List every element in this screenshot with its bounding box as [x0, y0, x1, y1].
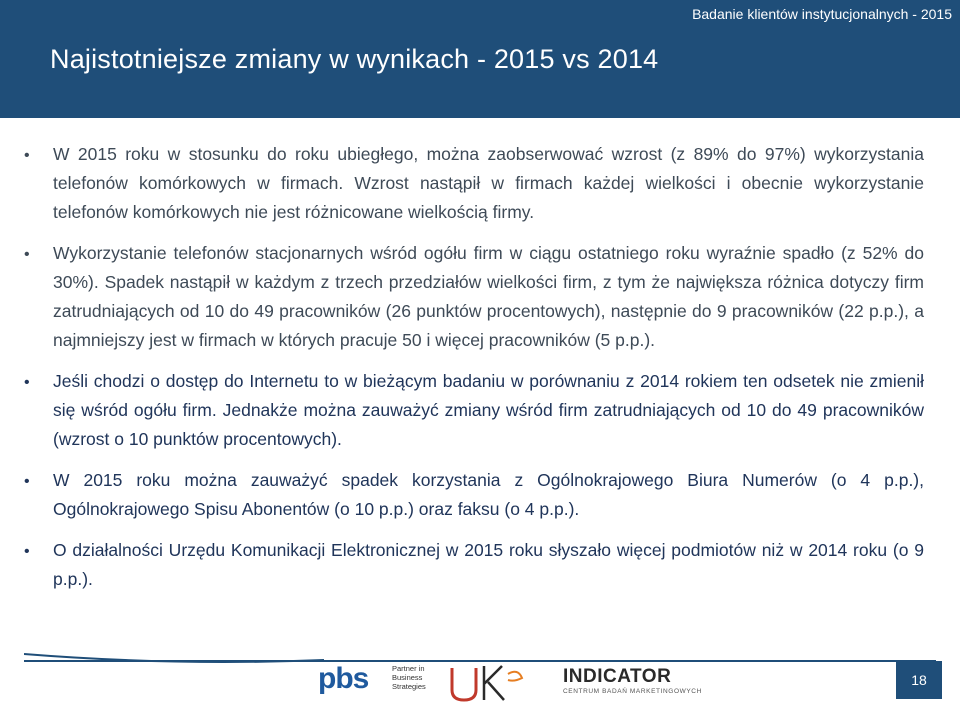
bullet-text: O działalności Urzędu Komunikacji Elektronicznej w 2015 roku słyszało więcej podmiotów niż w 2014 roku (o 9 p.p.). [53, 540, 924, 589]
indicator-logo-text: INDICATOR [563, 666, 672, 687]
bullet-text: W 2015 roku można zauważyć spadek korzystania z Ogólnokrajowego Biura Numerów (o 4 p.p.), Ogólnokrajowego Spisu Abonentów (o 10 p.p.) oraz faksu (o 4 p.p.). [53, 470, 924, 519]
bullet-item-1 [24, 140, 924, 227]
bullet-list [24, 140, 924, 606]
bullet-item-2 [24, 239, 924, 355]
slide-title: Najistotniejsze zmiany w wynikach - 2015 vs 2014 [50, 44, 659, 74]
bullet-marker: • [24, 147, 30, 164]
uke-logo-graphic [446, 660, 526, 706]
bullet-text: Wykorzystanie telefonów stacjonarnych wśród ogółu firm w ciągu ostatniego roku wyraźnie spadło (z 52% do 30%). Spadek nastąpił w każdym z trzech przedziałów wielkości firm, z tym że największa różnica dotyczy firm zatrudniających od 10 do 49 pracowników (26 punktów procentowych), następnie do 9 pracowników (22 p.p.), a najmniejszy jest w firmach w których pracuje 50 i więcej pracowników (5 p.p.). [53, 243, 924, 350]
slide-header [0, 0, 960, 118]
bullet-marker: • [24, 246, 30, 263]
bullet-marker: • [24, 374, 30, 391]
pbs-logo-text: pbs [318, 662, 369, 695]
bullet-text: W 2015 roku w stosunku do roku ubiegłego, można zaobserwować wzrost (z 89% do 97%) wykorzystania telefonów komórkowych w firmach. Wzrost nastąpił w firmach każdej wielkości i obecnie wykorzystanie telefonów komórkowych nie jest różnicowane wielkością firmy. [53, 144, 924, 222]
bullet-marker: • [24, 543, 30, 560]
page-number: 18 [896, 661, 942, 699]
bullet-marker: • [24, 473, 30, 490]
bullet-item-5 [24, 536, 924, 594]
indicator-logo [563, 666, 702, 695]
pbs-logo [318, 662, 426, 696]
footer-swoosh [24, 652, 324, 672]
bullet-text: Jeśli chodzi o dostęp do Internetu to w bieżącym badaniu w porównaniu z 2014 rokiem ten odsetek nie zmienił się wśród ogółu firm. Jednakże można zauważyć zmiany wśród firm zatrudniających od 10 do 49 pracowników (wzrost o 10 punktów procentowych). [53, 371, 924, 449]
pbs-tagline: Partner in Business Strategies [392, 664, 426, 691]
bullet-item-3 [24, 367, 924, 454]
uke-logo [446, 660, 526, 711]
indicator-tagline: CENTRUM BADAŃ MARKETINGOWYCH [563, 688, 702, 695]
bullet-item-4 [24, 466, 924, 524]
survey-label: Badanie klientów instytucjonalnych - 2015 [692, 6, 952, 22]
